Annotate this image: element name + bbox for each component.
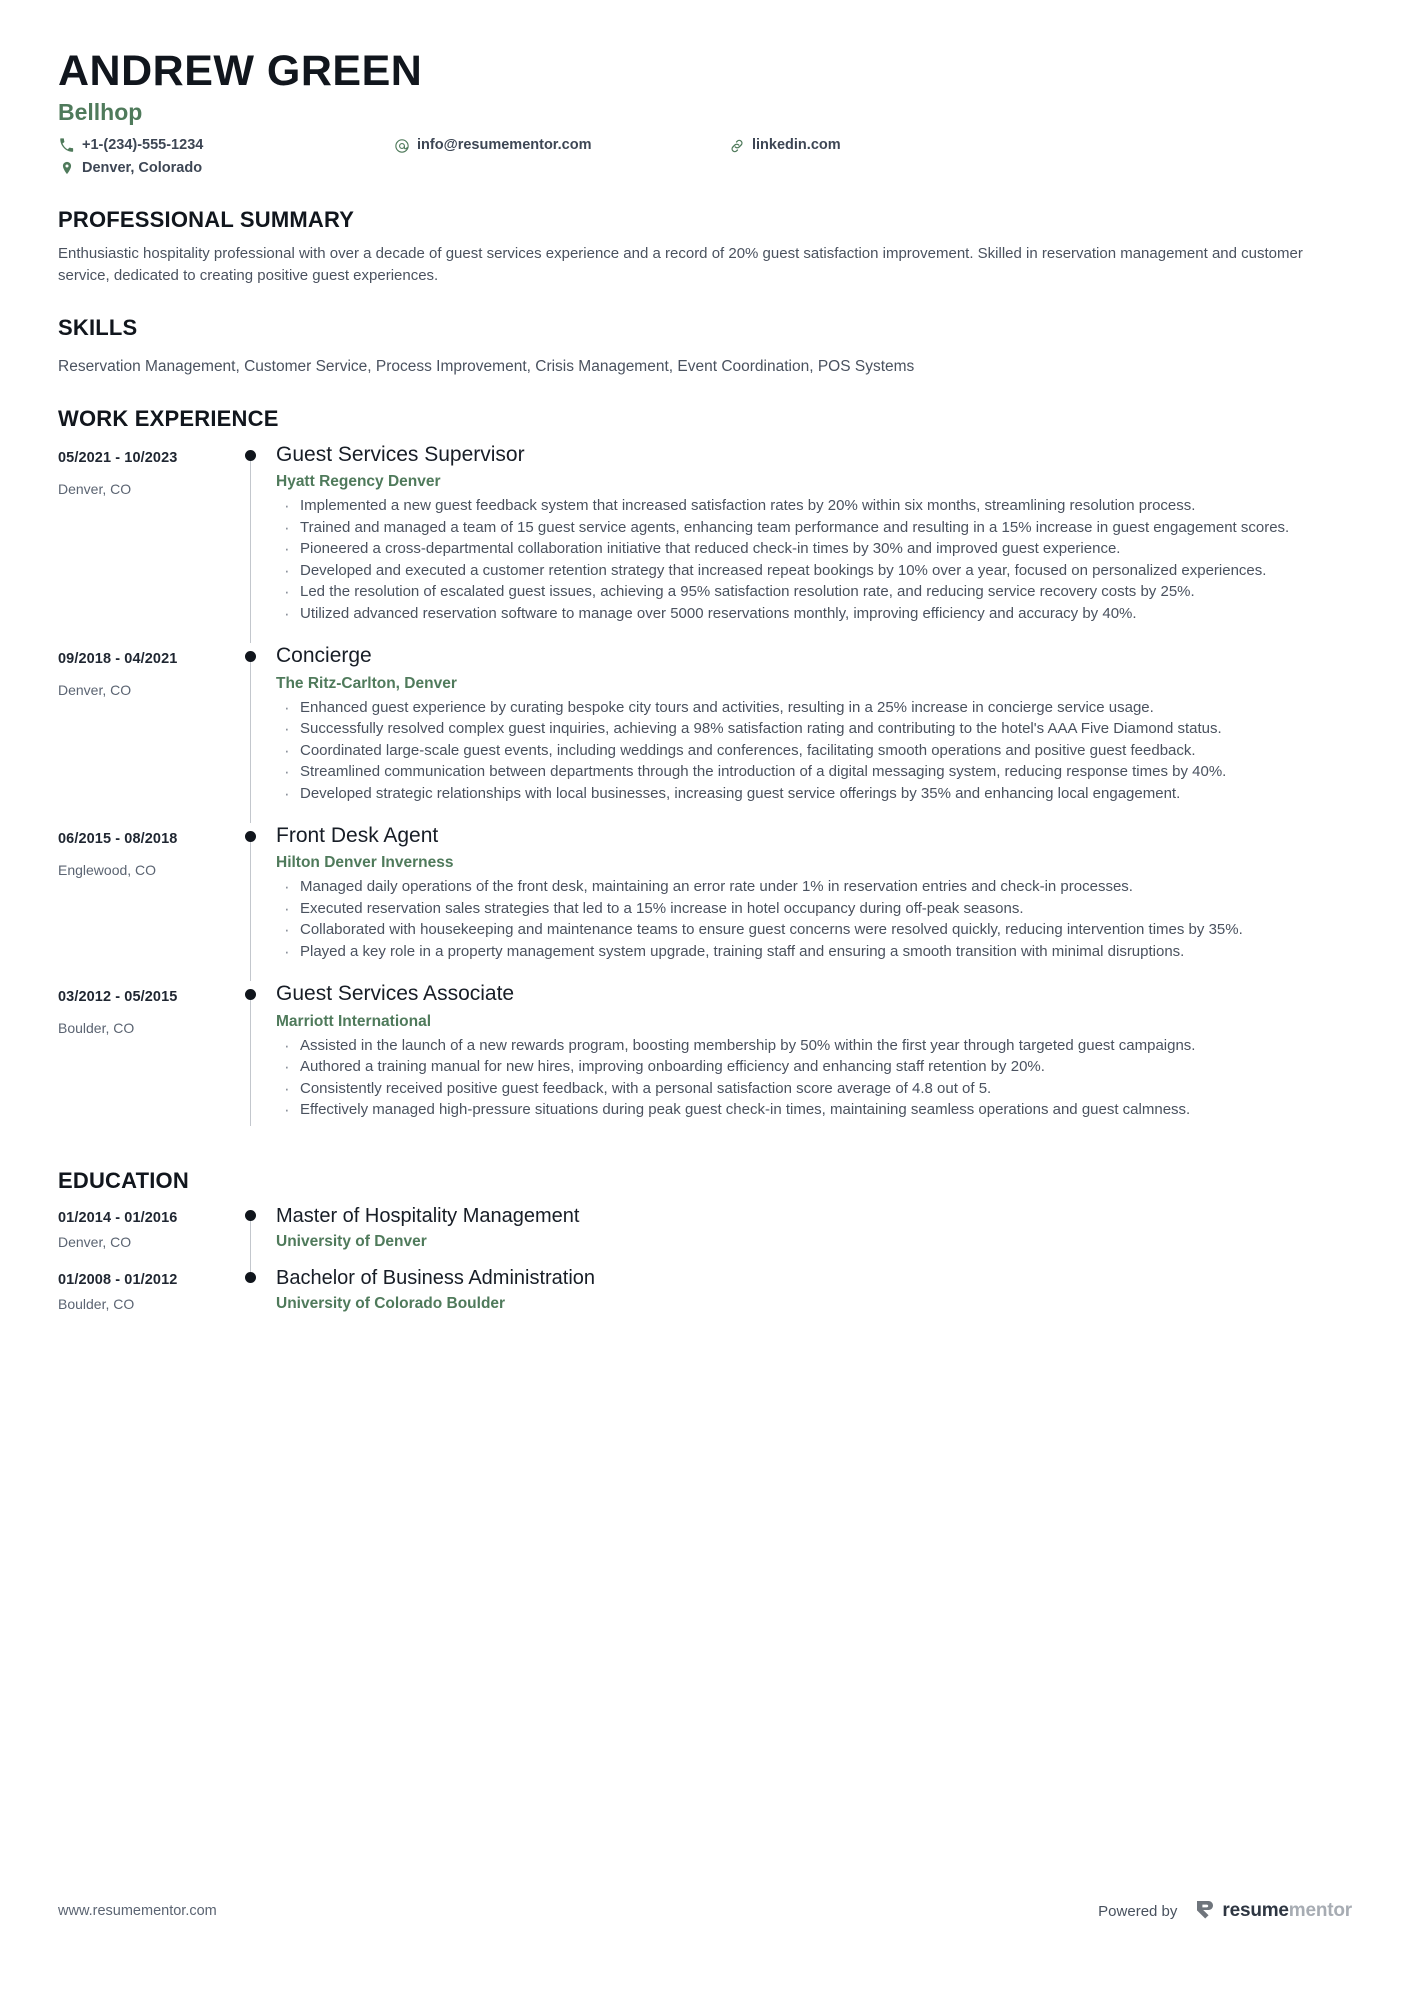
experience-date: 06/2015 - 08/2018 (58, 831, 178, 848)
timeline-line (250, 656, 251, 823)
experience-bullet: · Successfully resolved complex guest inquiries, achieving a 98% satisfaction rating and contributing to the hotel's AAA Five Diamond status. (276, 719, 1336, 739)
experience-bullets (276, 1036, 1352, 1120)
experience-bullet: · Assisted in the launch of a new rewards program, boosting membership by 50% within the first year through targeted guest campaigns. (276, 1036, 1336, 1056)
timeline-dot (245, 831, 256, 842)
experience-title: Front Desk Agent (276, 824, 439, 848)
contact-email[interactable] (393, 134, 728, 156)
timeline-line (250, 455, 251, 643)
email-icon (393, 137, 410, 154)
experience-title: Guest Services Supervisor (276, 443, 525, 467)
experience-bullet: · Utilized advanced reservation software to manage over 5000 reservations monthly, improving efficiency and accuracy by 40%. (276, 604, 1336, 624)
timeline-dot (245, 1272, 256, 1283)
experience-body (274, 981, 1352, 1139)
section-education (58, 1168, 1352, 1328)
experience-bullets (276, 496, 1352, 623)
summary-heading: PROFESSIONAL SUMMARY (58, 207, 355, 233)
skills-heading: SKILLS (58, 314, 138, 340)
experience-body (274, 442, 1352, 643)
experience-bullets (276, 698, 1352, 804)
contact-phone[interactable] (58, 134, 393, 156)
logo-text-secondary: mentor (1288, 1900, 1352, 1921)
timeline-rail (228, 442, 274, 643)
timeline-rail (228, 643, 274, 823)
education-organization: University of Denver (276, 1232, 427, 1250)
experience-location: Denver, CO (58, 682, 132, 699)
contact-linkedin[interactable] (728, 134, 841, 156)
powered-by-label: Powered by (1098, 1902, 1178, 1920)
timeline-line (250, 994, 251, 1125)
experience-heading: WORK EXPERIENCE (58, 406, 279, 432)
education-heading: EDUCATION (58, 1167, 189, 1193)
experience-meta (58, 442, 228, 643)
experience-location: Denver, CO (58, 481, 132, 498)
education-location: Boulder, CO (58, 1295, 135, 1312)
contact-row-2 (58, 157, 1352, 179)
resume-header (58, 48, 1352, 179)
experience-bullet: · Collaborated with housekeeping and maintenance teams to ensure guest concerns were resolved quickly, reducing intervention times by 35%. (276, 920, 1336, 940)
experience-organization: Hyatt Regency Denver (276, 473, 441, 491)
experience-entry (58, 823, 1352, 981)
timeline-dot (245, 450, 256, 461)
education-body (274, 1204, 1352, 1266)
experience-organization: The Ritz-Carlton, Denver (276, 674, 457, 692)
skills-text: Reservation Management, Customer Service, Process Improvement, Crisis Management, Event Coordination, POS Systems (58, 357, 915, 375)
experience-location: Englewood, CO (58, 862, 157, 879)
experience-date: 03/2012 - 05/2015 (58, 989, 178, 1006)
timeline-dot (245, 989, 256, 1000)
logo-text-primary: resume (1222, 1900, 1289, 1921)
phone-icon (58, 137, 75, 154)
education-date: 01/2014 - 01/2016 (58, 1209, 178, 1226)
experience-date: 09/2018 - 04/2021 (58, 651, 178, 668)
education-date: 01/2008 - 01/2012 (58, 1271, 178, 1288)
timeline-rail (228, 1204, 274, 1266)
powered-by-block (1098, 1899, 1352, 1923)
timeline-line (250, 1215, 251, 1272)
contact-email-value: info@resumementor.com (417, 137, 592, 154)
experience-bullet: · Authored a training manual for new hires, improving onboarding efficiency and enhancing staff retention by 20%. (276, 1057, 1336, 1077)
experience-bullet: · Played a key role in a property management system upgrade, training staff and ensuring a smooth transition with minimal disruptions. (276, 942, 1336, 962)
experience-bullet: · Trained and managed a team of 15 guest service agents, enhancing team performance and resulting in a 15% increase in guest engagement scores. (276, 518, 1336, 538)
contact-linkedin-value: linkedin.com (752, 137, 841, 154)
experience-entry (58, 643, 1352, 823)
resumementor-logo[interactable] (1195, 1899, 1352, 1923)
experience-bullet: · Developed strategic relationships with local businesses, increasing guest service offerings by 35% and enhancing local engagement. (276, 784, 1336, 804)
experience-meta (58, 981, 228, 1139)
experience-bullet: · Coordinated large-scale guest events, including weddings and conferences, facilitating smooth operations and positive guest feedback. (276, 741, 1336, 761)
contact-phone-value: +1-(234)-555-1234 (82, 137, 204, 154)
experience-location: Boulder, CO (58, 1020, 135, 1037)
timeline-rail (228, 981, 274, 1139)
experience-bullet: · Consistently received positive guest feedback, with a personal satisfaction score average of 4.8 out of 5. (276, 1079, 1336, 1099)
experience-title: Guest Services Associate (276, 982, 515, 1006)
experience-bullet: · Developed and executed a customer retention strategy that increased repeat bookings by 10% over a year, focused on personalized experiences. (276, 561, 1336, 581)
candidate-name: ANDREW GREEN (58, 47, 423, 95)
experience-bullet: · Implemented a new guest feedback system that increased satisfaction rates by 20% within six months, streamlining resolution process. (276, 496, 1336, 516)
experience-organization: Hilton Denver Inverness (276, 854, 454, 872)
resumementor-logo-text (1222, 1900, 1352, 1922)
experience-bullet: · Enhanced guest experience by curating bespoke city tours and activities, resulting in a 25% increase in concierge service usage. (276, 698, 1336, 718)
link-icon (728, 137, 745, 154)
contact-row-1 (58, 134, 1352, 156)
timeline-dot (245, 651, 256, 662)
location-icon (58, 160, 75, 177)
experience-list (58, 442, 1352, 1140)
experience-body (274, 823, 1352, 981)
summary-text: Enthusiastic hospitality professional with over a decade of guest services experience and a record of 20% guest satisfaction improvement. Skilled in reservation management and customer service, dedicated to creating positive guest experiences. (58, 245, 1303, 285)
experience-bullet: · Streamlined communication between departments through the introduction of a digital messaging system, reducing response times by 40%. (276, 762, 1336, 782)
education-meta (58, 1266, 228, 1328)
timeline-rail (228, 1266, 274, 1328)
timeline-dot (245, 1210, 256, 1221)
section-skills (58, 315, 1352, 378)
experience-bullet: · Managed daily operations of the front desk, maintaining an error rate under 1% in reservation entries and check-in processes. (276, 877, 1336, 897)
education-entry (58, 1266, 1352, 1328)
experience-bullet: · Led the resolution of escalated guest issues, achieving a 95% satisfaction resolution rate, and reducing service recovery costs by 25%. (276, 582, 1336, 602)
experience-bullet: · Pioneered a cross-departmental collaboration initiative that reduced check-in times by 30% and improved guest experience. (276, 539, 1336, 559)
education-title: Master of Hospitality Management (276, 1204, 580, 1227)
resumementor-logo-icon (1195, 1899, 1217, 1923)
experience-meta (58, 643, 228, 823)
education-title: Bachelor of Business Administration (276, 1266, 596, 1289)
education-list (58, 1204, 1352, 1328)
timeline-rail (228, 823, 274, 981)
experience-bullet: · Effectively managed high-pressure situations during peak guest check-in times, maintaining seamless operations and guest calmness. (276, 1100, 1336, 1120)
experience-bullets (276, 877, 1352, 961)
experience-meta (58, 823, 228, 981)
experience-title: Concierge (276, 644, 372, 668)
education-meta (58, 1204, 228, 1266)
experience-entry (58, 442, 1352, 643)
education-location: Denver, CO (58, 1233, 132, 1250)
education-entry (58, 1204, 1352, 1266)
experience-bullet: · Executed reservation sales strategies that led to a 15% increase in hotel occupancy during off-peak seasons. (276, 899, 1336, 919)
contact-details (58, 134, 1352, 179)
experience-organization: Marriott International (276, 1012, 432, 1030)
experience-body (274, 643, 1352, 823)
candidate-role: Bellhop (58, 99, 143, 126)
contact-location-value: Denver, Colorado (82, 159, 203, 176)
contact-location (58, 157, 393, 179)
experience-entry (58, 981, 1352, 1139)
page-footer (58, 1899, 1352, 1923)
footer-url[interactable]: www.resumementor.com (58, 1903, 217, 1919)
education-organization: University of Colorado Boulder (276, 1294, 506, 1312)
section-professional-summary (58, 207, 1352, 287)
education-body (274, 1266, 1352, 1328)
experience-date: 05/2021 - 10/2023 (58, 450, 178, 467)
timeline-line (250, 836, 251, 981)
section-work-experience (58, 406, 1352, 1140)
